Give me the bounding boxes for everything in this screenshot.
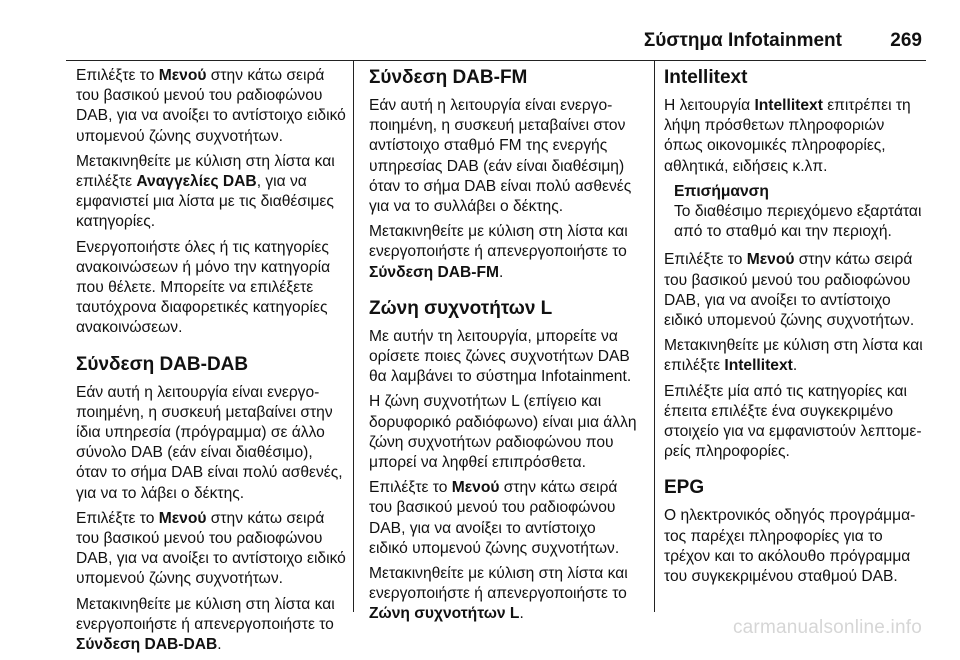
page-number: 269 [890,30,922,51]
note-title: Επισήμανση [674,182,769,200]
dab-dab-link-label: Σύνδεση DAB-DAB [76,636,218,654]
note-box [664,182,926,243]
heading-dab-dab-link: Σύνδεση DAB-DAB [76,353,249,375]
paragraph: Η λειτουργία Intellitext επιτρέπει τη λήψη πρόσθετων πληροφοριών όπως οικονομικές πληροφορίες, αθλητικά, ειδήσεις κ.λπ. [664,97,911,175]
paragraph: Ενεργοποιήστε όλες ή τις κατηγορίες ανακοινώσεων ή μόνο την κατηγορία που θέλετε. Μπορείτε να επιλέξετε ταυτόχρονα διαφορετικές κατηγορίες ανακοινώσεων. [76,238,331,337]
paragraph: Επιλέξτε το Μενού στην κάτω σειρά του βασικού μενού του ραδιοφώνου DAB, για να ανοίξει το αντίστοιχο ειδικό υπομενού ζώνης συχνοτήτων. [76,509,346,588]
column-1 [76,66,348,660]
heading-epg: EPG [664,477,705,499]
paragraph: Εάν αυτή η λειτουργία είναι ενεργοποιημένη, η συσκευή μεταβαίνει στον αντίστοιχο σταθμό FM της ενεργής υπηρεσίας DAB (εάν είναι διαθέσιμη) όταν το σήμα DAB είναι πολύ ασθενές για να το συλλάβει ο δέκτης. [369,97,632,216]
heading-dab-fm-link: Σύνδεση DAB-FM [369,67,528,88]
paragraph: Η ζώνη συχνοτήτων L (επίγειο και δορυφορικό ραδιόφωνο) είναι μια άλλη ζώνη συχνοτήτων ραδιοφώνου που μπορεί να ληφθεί επιπρόσθετα. [369,393,637,472]
intellitext-label: Intellitext [724,357,793,375]
menu-label: Μενού [746,251,795,269]
paragraph: Μετακινηθείτε με κύλιση στη λίστα και επιλέξτε Intellitext. [664,337,923,375]
column-divider-1 [353,60,354,612]
paragraph: Μετακινηθείτε με κύλιση στη λίστα και ενεργοποιήστε ή απενεργοποιήστε το Σύνδεση DAB-DAB. [76,595,335,654]
column-divider-2 [654,60,655,612]
menu-label: Μενού [158,509,207,527]
header-rule [66,60,926,61]
dab-fm-link-label: Σύνδεση DAB-FM [369,263,499,281]
paragraph: Επιλέξτε το Μενού στην κάτω σειρά του βασικού μενού του ραδιοφώνου DAB, για να ανοίξει το αντίστοιχο ειδικό υπομενού ζώνης συχνοτήτων. [369,479,620,557]
watermark: carmanualsonline.info [732,617,922,638]
paragraph: Επιλέξτε το Μενού στην κάτω σειρά του βασικού μενού του ραδιοφώνου DAB, για να ανοίξει το αντίστοιχο ειδικό υπομενού ζώνης συχνοτήτων. [664,251,915,330]
paragraph: Μετακινηθείτε με κύλιση στη λίστα και ενεργοποιήστε ή απενεργοποιήστε το Ζώνη συχνοτήτων L. [369,565,628,623]
menu-label: Μενού [158,67,207,84]
page-title: Σύστημα Infotainment [643,30,842,51]
page-header [0,24,960,64]
paragraph: Επιλέξτε μία από τις κατηγορίες και έπειτα επιλέξτε ένα συγκεκριμένο στοιχείο για να εμφανιστούν λεπτομερείς πληροφορίες. [664,382,922,461]
paragraph: Εάν αυτή η λειτουργία είναι ενεργοποιημένη, η συσκευή μεταβαίνει στην ίδια υπηρεσία (πρόγραμμα) σε άλλο σύνολο DAB (εάν είναι διαθέσιμο), όταν το σήμα DAB είναι πολύ ασθενές, για να το λάβει ο δέκτης. [76,383,343,502]
note-text: Το διαθέσιμο περιεχόμενο εξαρτάται από το σταθμό και την περιοχή. [674,203,922,241]
paragraph: Με αυτήν τη λειτουργία, μπορείτε να ορίσετε ποιες ζώνες συχνοτήτων DAB θα λαμβάνει το σύστημα Infotainment. [369,327,632,386]
heading-intellitext: Intellitext [664,67,748,88]
menu-label: Μενού [451,479,500,497]
heading-l-band: Ζώνη συχνοτήτων L [369,297,553,319]
paragraph: Μετακινηθείτε με κύλιση στη λίστα και επιλέξτε Αναγγελίες DAB, για να εμφανιστεί μια λίστα με τις διαθέσιμες κατηγορίες. [76,152,335,231]
intellitext-label: Intellitext [754,97,823,114]
dab-announcements-label: Αναγγελίες DAB [136,173,257,191]
paragraph: Μετακινηθείτε με κύλιση στη λίστα και ενεργοποιήστε ή απενεργοποιήστε το Σύνδεση DAB-FM. [369,223,628,281]
column-2 [369,66,637,630]
column-3 [664,66,926,592]
paragraph: Ο ηλεκτρονικός οδηγός προγράμματος παρέχει πληροφορίες για το τρέχον και το ακόλουθο πρόγραμμα του συγκεκριμένου σταθμού DAB. [664,507,916,586]
l-band-label: Ζώνη συχνοτήτων L [369,605,520,623]
paragraph: Επιλέξτε το Μενού στην κάτω σειρά του βασικού μενού του ραδιοφώνου DAB, για να ανοίξει το αντίστοιχο ειδικό υπομενού ζώνης συχνοτήτων. [76,67,346,145]
